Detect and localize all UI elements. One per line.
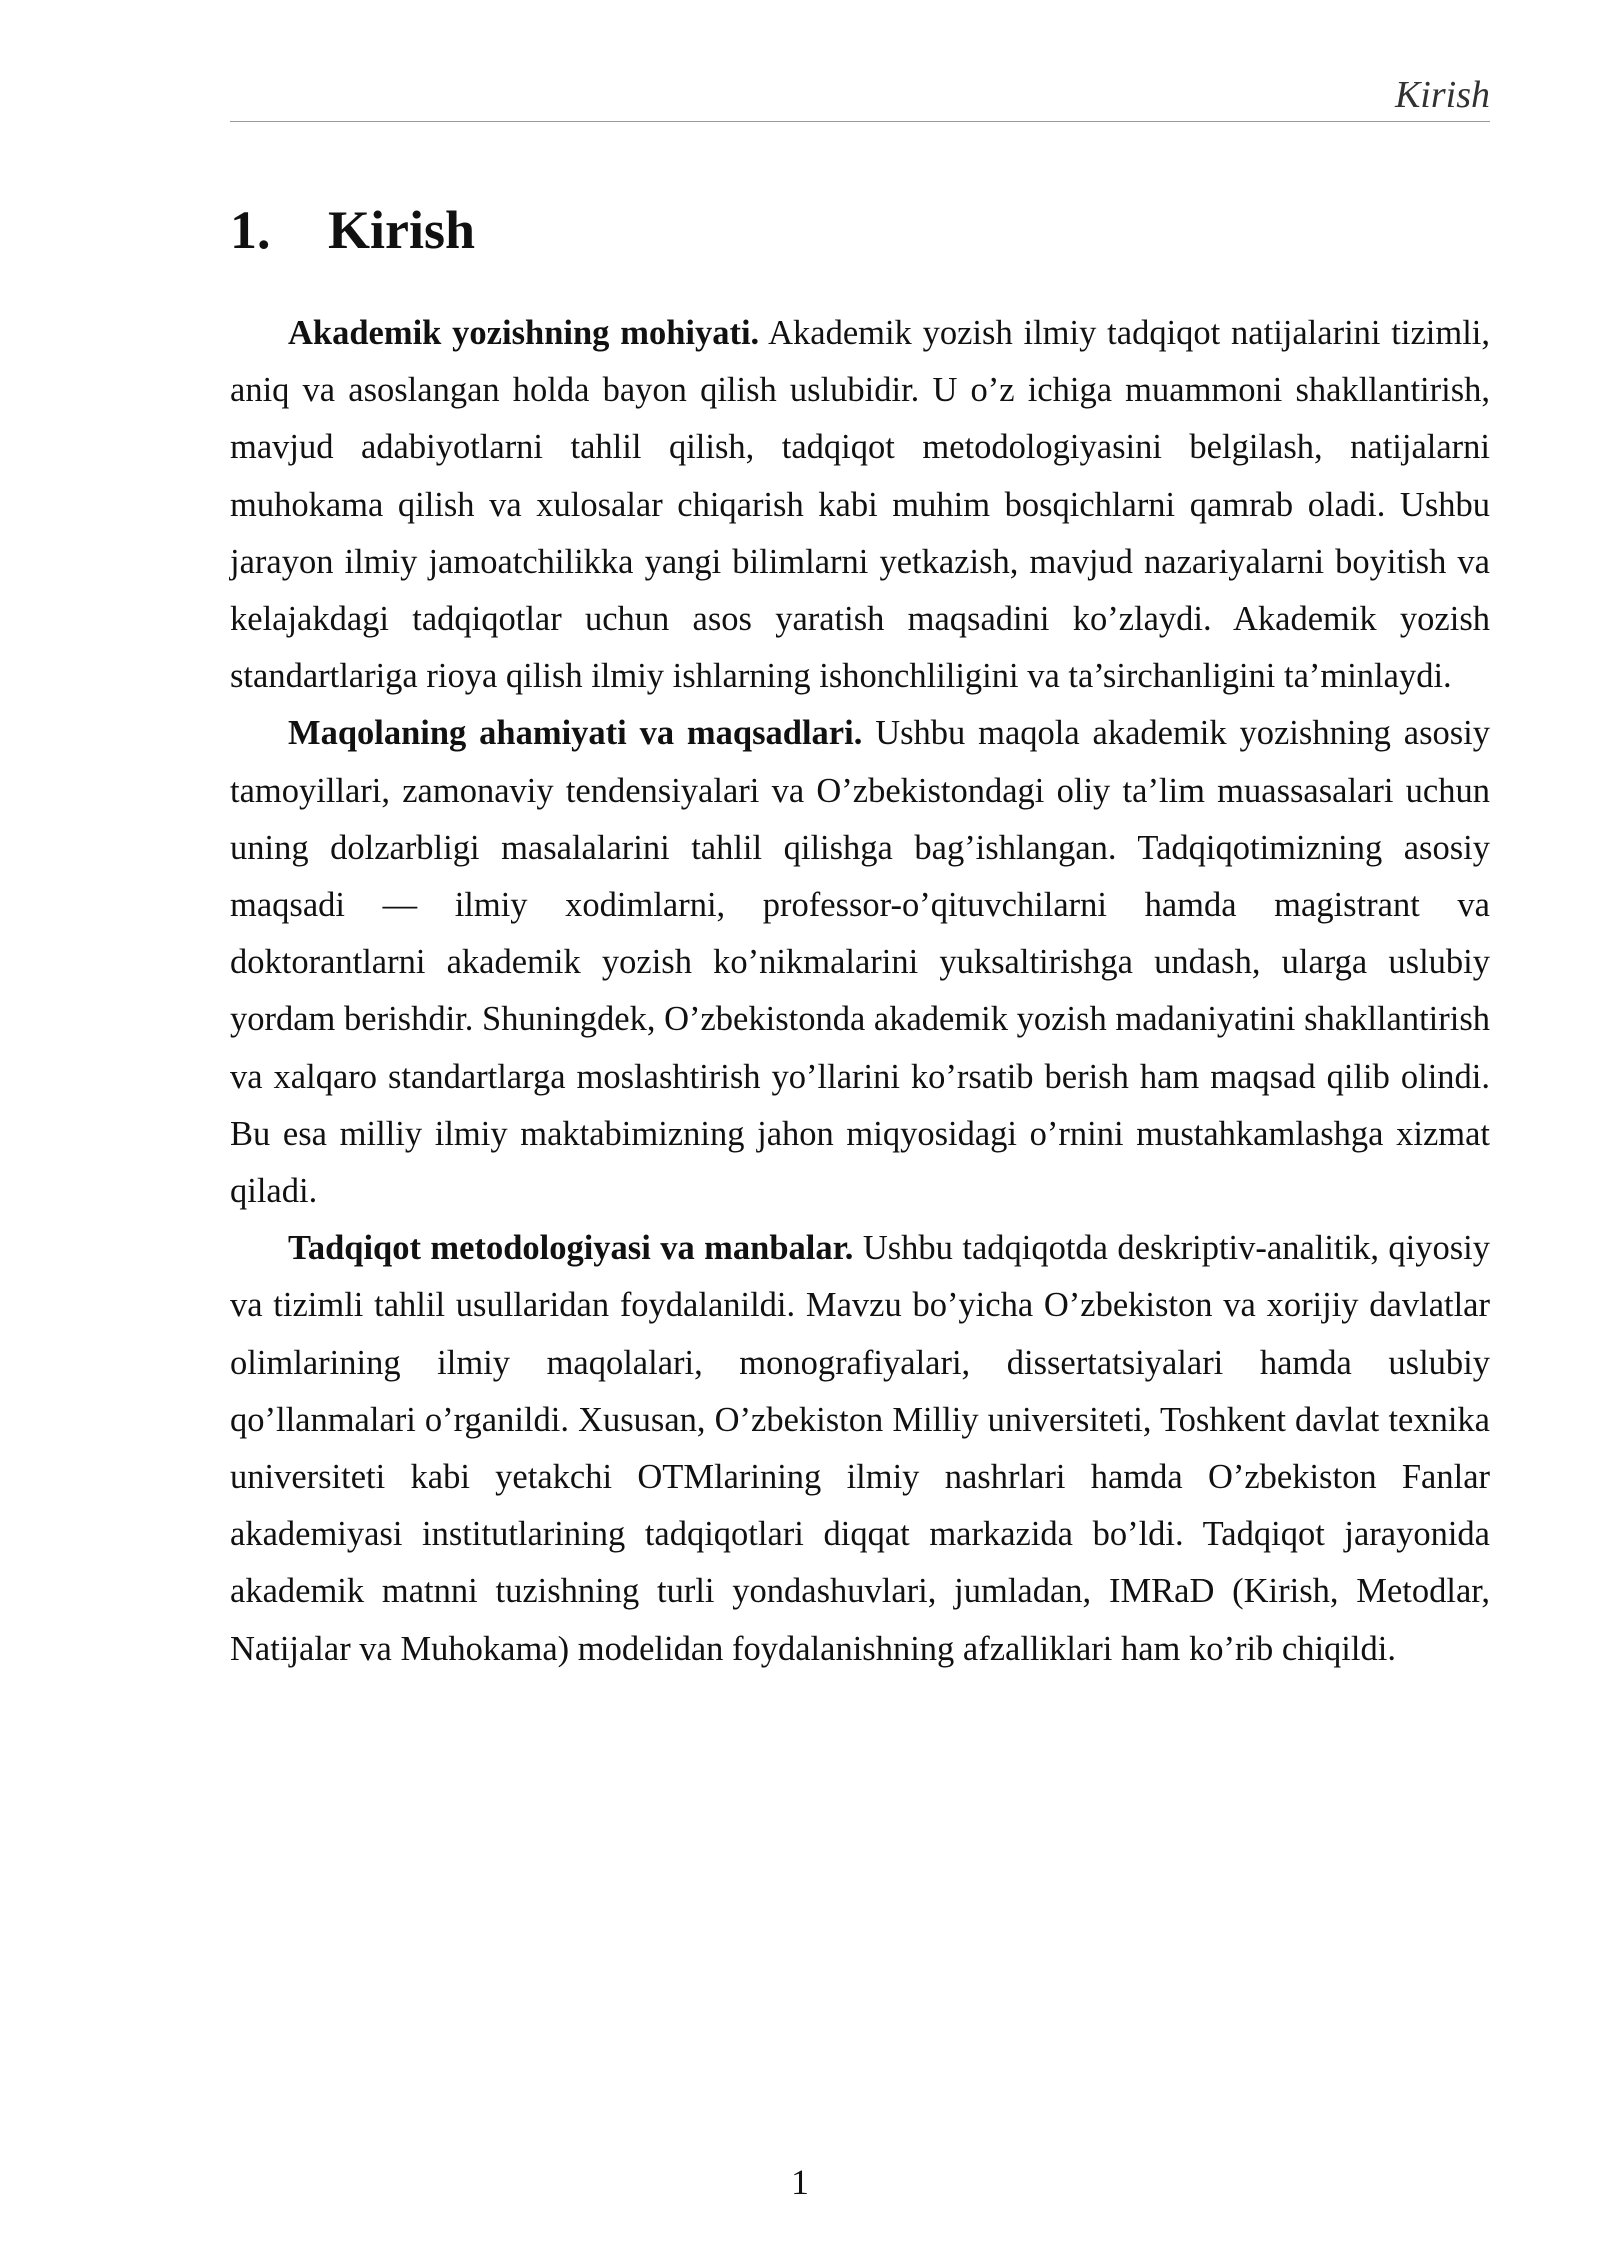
running-header: Kirish — [1394, 74, 1490, 116]
body-text — [230, 305, 1490, 1678]
paragraph-text: Ushbu maqola akademik yozishning asosiy tamoyillari, zamonaviy tendensiyalari va O’zbekistondagi oliy ta’lim muassasalari uchun uning dolzarbligi masalalarini tahlil qilishga bag’ishlangan. Tadqiqotimizning asosiy maqsadi — ilmiy xodimlarni, professor-o’qituvchilarni hamda magistrant va doktorantlarni akademik yozish ko’nikmalarini yuksaltirishga undash, ularga uslubiy yordam berishdir. Shuningdek, O’zbekistonda akademik yozish madaniyatini shakllantirish va xalqaro standartlarga moslashtirish yo’llarini ko’rsatib berish ham maqsad qilib olindi. Bu esa milliy ilmiy maktabimizning jahon miqyosidagi o’rnini mustahkamlashga xizmat qiladi. — [230, 714, 1491, 1211]
paragraph-lead: Tadqiqot metodologiyasi va manbalar. — [288, 1229, 854, 1268]
page-number: 1 — [791, 2162, 809, 2202]
paragraph-essence — [230, 305, 1490, 705]
section-title: Kirish — [328, 200, 476, 260]
paragraph-methodology — [230, 1220, 1490, 1678]
paragraph-lead: Akademik yozishning mohiyati. — [288, 314, 760, 352]
section-number: 1. — [230, 200, 271, 260]
paragraph-lead: Maqolaning ahamiyati va maqsadlari. — [288, 714, 863, 753]
section-heading — [230, 198, 475, 262]
paragraph-aims — [230, 705, 1490, 1220]
paragraph-text: Ushbu tadqiqotda deskriptiv-analitik, qiyosiy va tizimli tahlil usullaridan foydalanildi. Mavzu bo’yicha O’zbekiston va xorijiy davlatlar olimlarining ilmiy maqolalari, monografiyalari, dissertatsiyalari hamda uslubiy qo’llanmalari o’rganildi. Xususan, O’zbekiston Milliy universiteti, Toshkent davlat texnika universiteti kabi yetakchi OTMlarining ilmiy nashrlari hamda O’zbekiston Fanlar akademiyasi institutlarining tadqiqotlari diqqat markazida bo’ldi. Tadqiqot jarayonida akademik matnni tuzishning turli yondashuvlari, jumladan, IMRaD (Kirish, Metodlar, Natijalar va Muhokama) modelidan foydalanishning afzalliklari ham ko’rib chiqildi. — [230, 1229, 1491, 1668]
paragraph-text: Akademik yozish ilmiy tadqiqot natijalarini tizimli, aniq va asoslangan holda bayon qilish uslubidir. U o’z ichiga muammoni shakllantirish, mavjud adabiyotlarni tahlil qilish, tadqiqot metodologiyasini belgilash, natijalarni muhokama qilish va xulosalar chiqarish kabi muhim bosqichlarni qamrab oladi. Ushbu jarayon ilmiy jamoatchilikka yangi bilimlarni yetkazish, mavjud nazariyalarni boyitish va kelajakdagi tadqiqotlar uchun asos yaratish maqsadini ko’zlaydi. Akademik yozish standartlariga rioya qilish ilmiy ishlarning ishonchliligini va ta’sirchanligini ta’minlaydi. — [230, 314, 1491, 696]
header-rule — [230, 121, 1490, 122]
